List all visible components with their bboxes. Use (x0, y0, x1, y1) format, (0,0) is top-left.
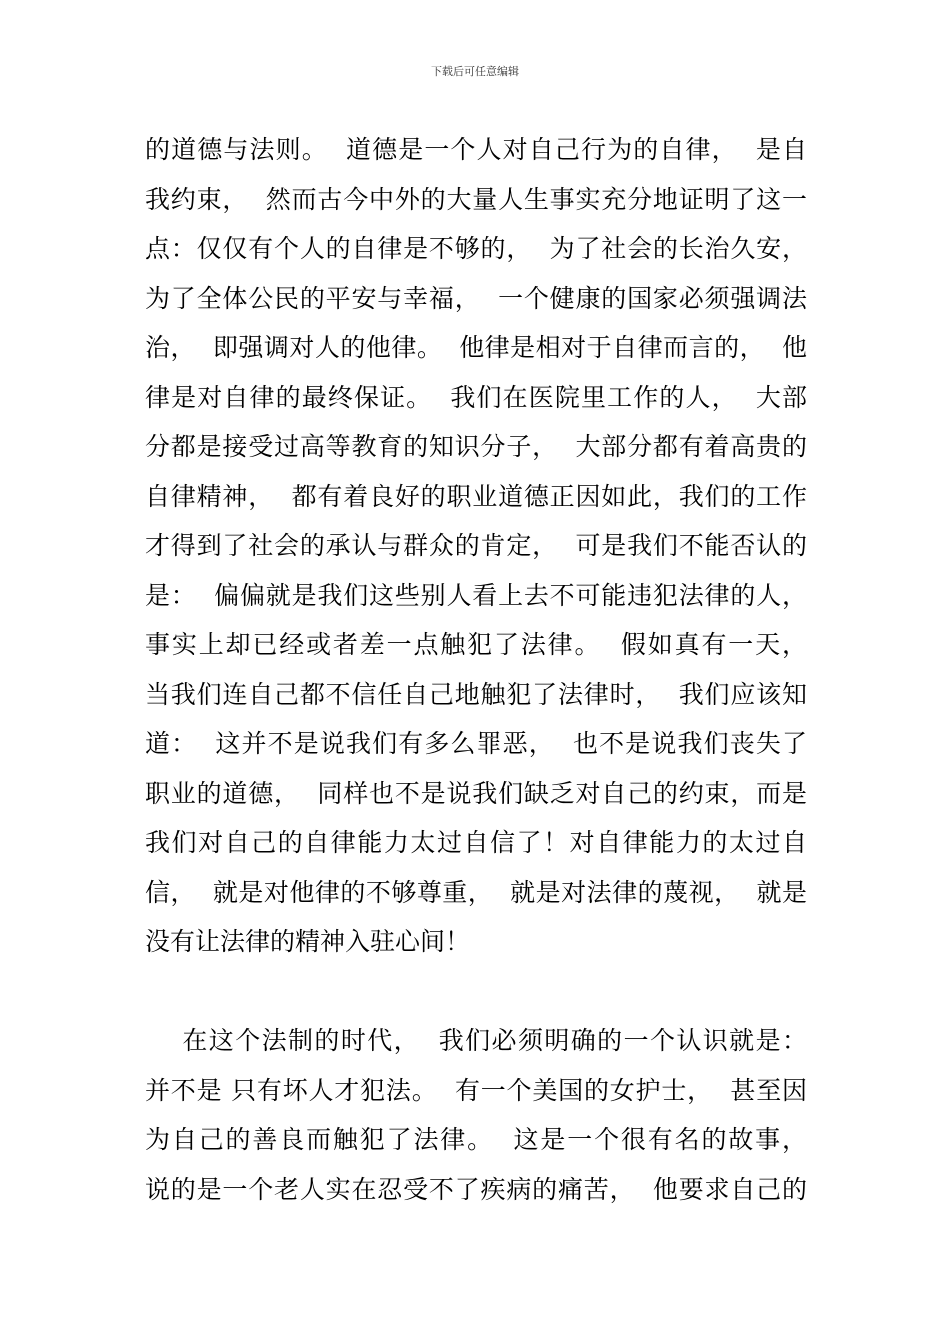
text-line: 我们对自己的自律能力太过自信了！对自律能力的太过自 (145, 828, 807, 857)
text-line: 自律精神， 都有着良好的职业道德正因如此，我们的工作 (145, 482, 807, 511)
text-line: 职业的道德， 同样也不是说我们缺乏对自己的约束，而是 (145, 779, 807, 808)
text-line: 点：仅仅有个人的自律是不够的， 为了社会的长治久安， (145, 234, 807, 263)
text-line: 并不是 只有坏人才犯法。 有一个美国的女护士， 甚至因 (145, 1076, 807, 1105)
text-line: 为了全体公民的平安与幸福， 一个健康的国家必须强调法 (145, 284, 807, 313)
text-line: 信， 就是对他律的不够尊重， 就是对法律的蔑视， 就是 (145, 878, 807, 907)
page-header: 下载后可任意编辑 (431, 65, 519, 78)
text-line: 治， 即强调对人的他律。 他律是相对于自律而言的， 他 (145, 333, 807, 362)
text-line: 道： 这并不是说我们有多么罪恶， 也不是说我们丧失了 (145, 729, 807, 758)
text-line: 是： 偏偏就是我们这些别人看上去不可能违犯法律的人， (145, 581, 807, 610)
text-line: 我约束， 然而古今中外的大量人生事实充分地证明了这一 (145, 185, 807, 214)
text-line: 事实上却已经或者差一点触犯了法律。 假如真有一天， (145, 630, 807, 659)
text-line: 分都是接受过高等教育的知识分子， 大部分都有着高贵的 (145, 432, 807, 461)
text-line: 在这个法制的时代， 我们必须明确的一个认识就是： (145, 1026, 807, 1055)
text-line: 律是对自律的最终保证。 我们在医院里工作的人， 大部 (145, 383, 807, 412)
text-line: 当我们连自己都不信任自己地触犯了法律时， 我们应该知 (145, 680, 807, 709)
text-line: 没有让法律的精神入驻心间！ (145, 927, 471, 956)
text-line: 为自己的善良而触犯了法律。 这是一个很有名的故事， (145, 1125, 807, 1154)
text-line: 说的是一个老人实在忍受不了疾病的痛苦， 他要求自己的 (145, 1175, 807, 1204)
text-line: 的道德与法则。 道德是一个人对自己行为的自律， 是自 (145, 135, 807, 164)
text-line: 才得到了社会的承认与群众的肯定， 可是我们不能否认的 (145, 531, 807, 560)
